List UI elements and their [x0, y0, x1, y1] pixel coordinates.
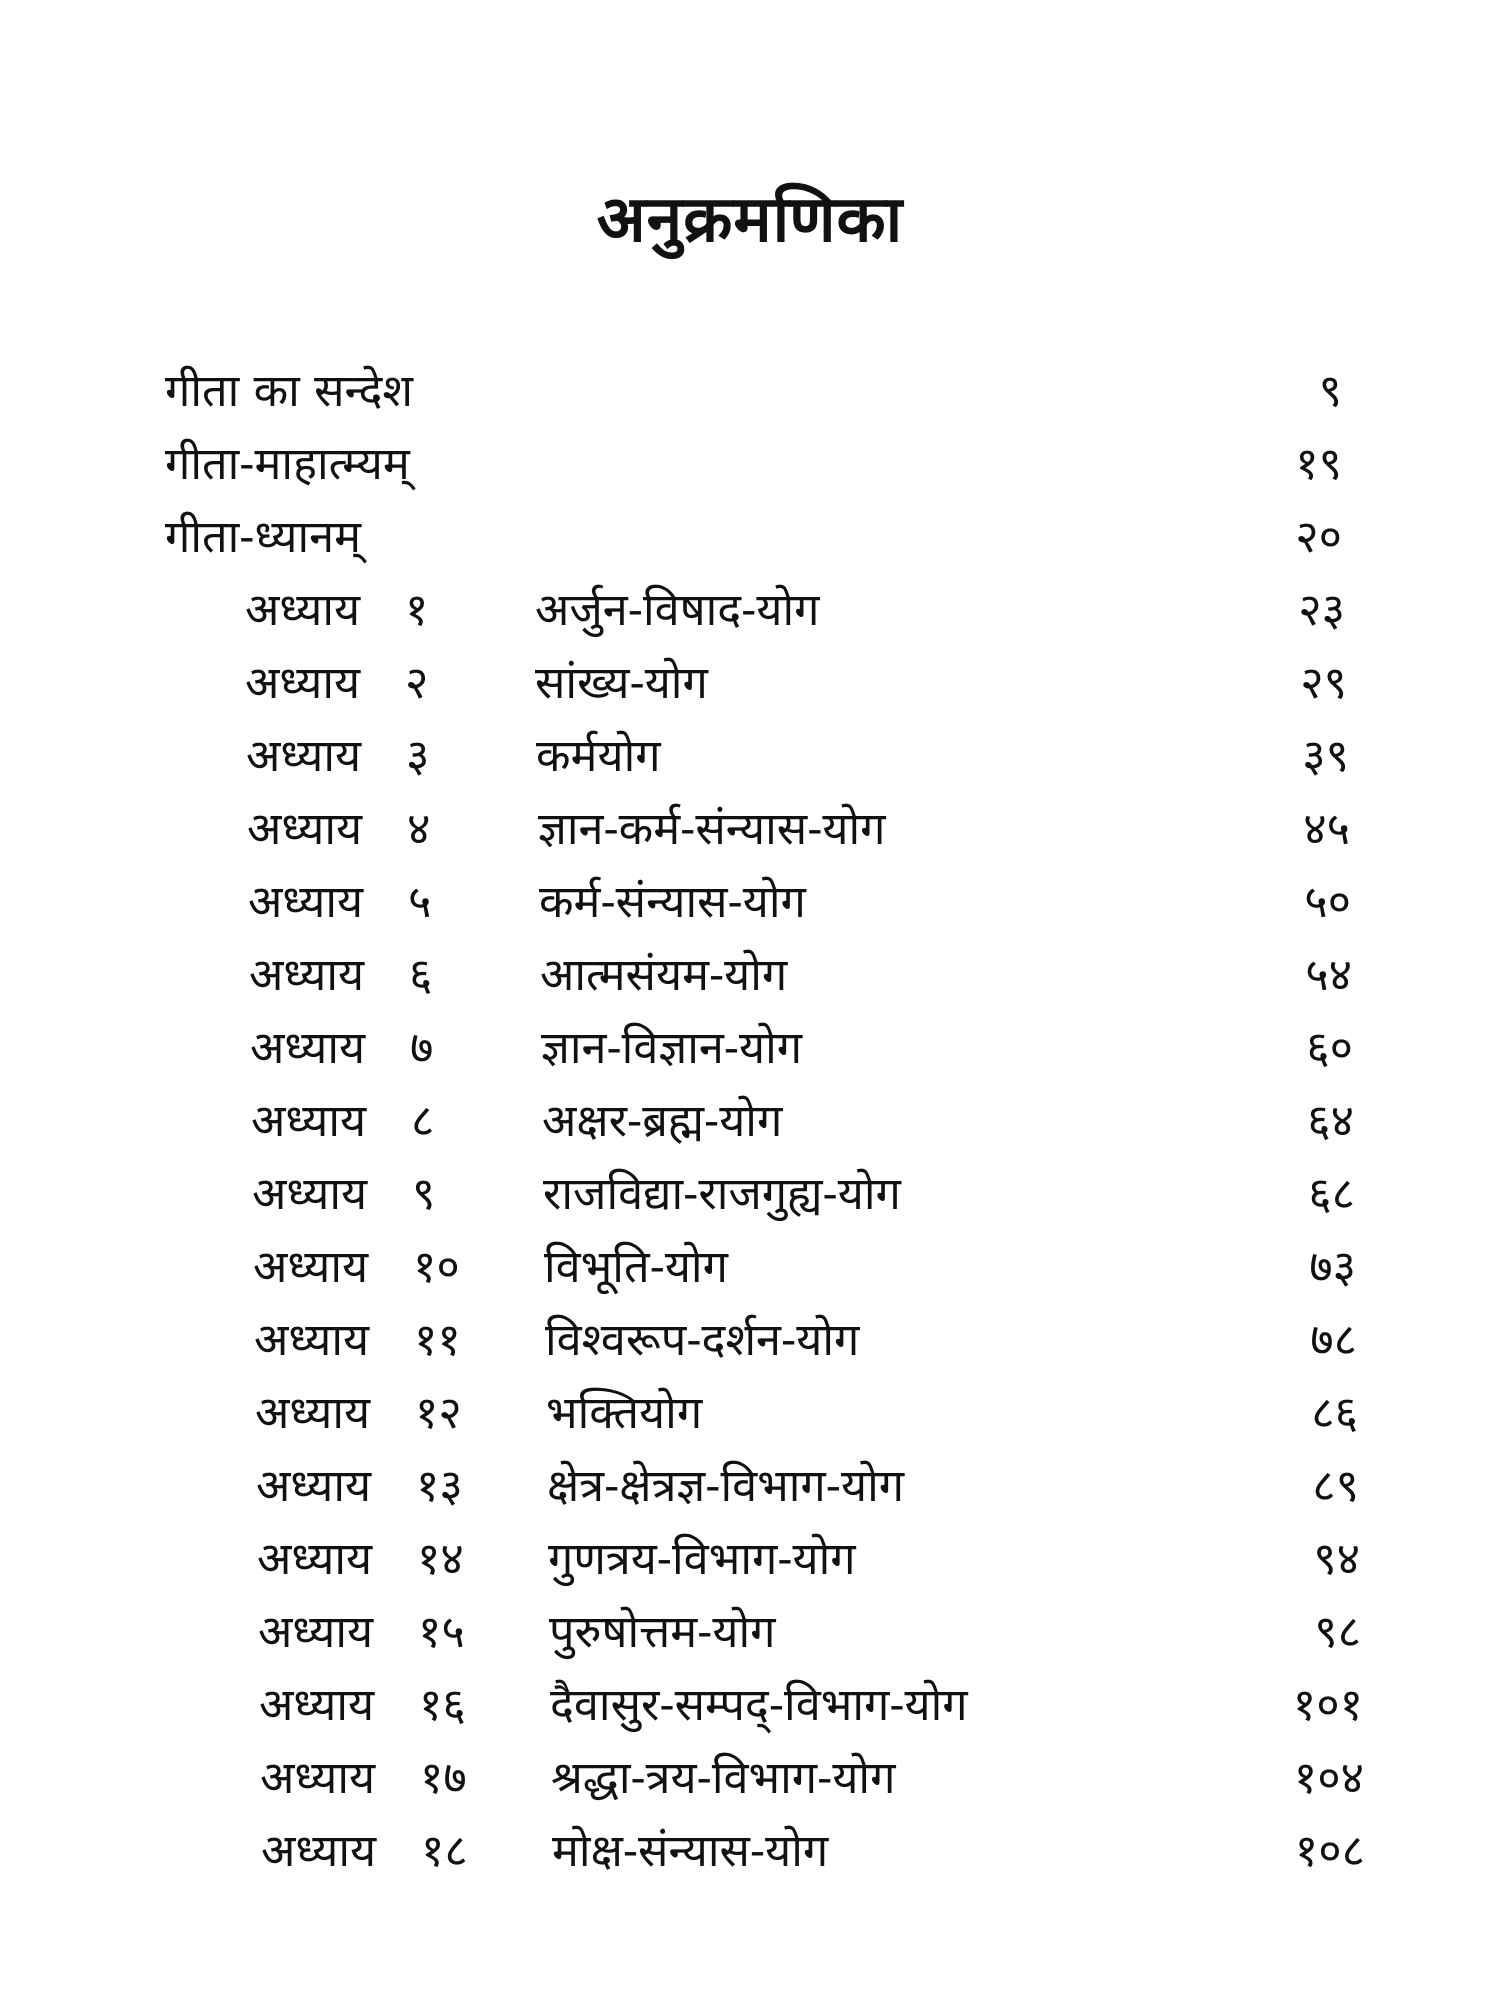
chapter-title: भक्तियोग: [546, 1386, 703, 1439]
chapter-number: ११: [414, 1313, 461, 1366]
chapter-number: १३: [416, 1459, 463, 1512]
chapter-number: १७: [420, 1751, 467, 1804]
chapter-title: ज्ञान-विज्ञान-योग: [541, 1021, 803, 1074]
toc-intro-row: [0, 428, 1500, 500]
toc-chapter-row: [0, 720, 1500, 792]
chapter-title: अक्षर-ब्रह्म-योग: [542, 1094, 783, 1147]
table-of-contents: [0, 355, 1500, 1915]
chapter-title: गुणत्रय-विभाग-योग: [548, 1532, 856, 1585]
chapter-number: १४: [417, 1532, 464, 1585]
chapter-label: अध्याय: [252, 1167, 368, 1220]
toc-chapter-row: [0, 793, 1500, 865]
chapter-label: अध्याय: [259, 1678, 375, 1731]
toc-chapter-row: [0, 1596, 1500, 1668]
toc-page-number: ६०: [1306, 1021, 1353, 1074]
chapter-number: ५: [408, 875, 432, 928]
chapter-title: कर्मयोग: [536, 729, 661, 782]
chapter-number: ८: [411, 1094, 435, 1147]
chapter-number: १०: [413, 1240, 460, 1293]
toc-page-number: ७३: [1309, 1240, 1356, 1293]
chapter-title: मोक्ष-संन्यास-योग: [552, 1824, 829, 1877]
chapter-label: अध्याय: [254, 1313, 370, 1366]
chapter-label: अध्याय: [245, 656, 361, 709]
chapter-title: क्षेत्र-क्षेत्रज्ञ-विभाग-योग: [547, 1459, 905, 1512]
chapter-number: २: [405, 656, 429, 709]
page-title: अनुक्रमणिका: [596, 183, 904, 257]
chapter-number: ४: [407, 802, 431, 855]
chapter-title: विश्वरूप-दर्शन-योग: [545, 1313, 860, 1366]
toc-intro-row: [0, 501, 1500, 573]
toc-page-number: ८६: [1311, 1386, 1358, 1439]
toc-chapter-row: [0, 1669, 1500, 1741]
chapter-title: विभूति-योग: [544, 1240, 728, 1293]
toc-page-number: ९: [1318, 364, 1342, 417]
chapter-title: कर्म-संन्यास-योग: [539, 875, 806, 928]
chapter-label: अध्याय: [257, 1532, 373, 1585]
chapter-title: आत्मसंयम-योग: [540, 948, 788, 1001]
toc-page-number: १०१: [1292, 1678, 1363, 1731]
toc-page-number: १९: [1295, 437, 1342, 490]
chapter-label: अध्याय: [260, 1751, 376, 1804]
chapter-label: अध्याय: [246, 729, 362, 782]
chapter-title: श्रद्धा-त्रय-विभाग-योग: [551, 1751, 896, 1804]
toc-page-number: ९४: [1313, 1532, 1360, 1585]
chapter-label: अध्याय: [247, 802, 363, 855]
toc-page-number: ५४: [1305, 948, 1352, 1001]
chapter-number: १५: [418, 1605, 465, 1658]
toc-intro-title: गीता-ध्यानम्: [165, 510, 362, 563]
toc-chapter-row: [0, 647, 1500, 719]
toc-chapter-row: [0, 1815, 1500, 1887]
chapter-label: अध्याय: [255, 1386, 371, 1439]
chapter-number: ९: [412, 1167, 436, 1220]
toc-chapter-row: [0, 939, 1500, 1011]
chapter-title: दैवासुर-सम्पद्-विभाग-योग: [550, 1678, 968, 1731]
toc-chapter-row: [0, 1231, 1500, 1303]
chapter-number: ६: [409, 948, 433, 1001]
chapter-label: अध्याय: [251, 1094, 367, 1147]
toc-page-number: २९: [1300, 656, 1347, 709]
toc-page-number: ७८: [1310, 1313, 1357, 1366]
chapter-number: १: [405, 583, 429, 636]
chapter-number: १८: [421, 1824, 468, 1877]
toc-page-number: ४५: [1303, 802, 1350, 855]
toc-page-number: ५०: [1304, 875, 1351, 928]
chapter-label: अध्याय: [245, 583, 361, 636]
toc-page-number: ३९: [1302, 729, 1349, 782]
chapter-title: पुरुषोत्तम-योग: [549, 1605, 776, 1658]
chapter-title: ज्ञान-कर्म-संन्यास-योग: [538, 802, 886, 855]
toc-chapter-row: [0, 1012, 1500, 1084]
toc-intro-title: गीता का सन्देश: [165, 364, 413, 417]
toc-chapter-row: [0, 1742, 1500, 1814]
toc-chapter-row: [0, 574, 1500, 646]
toc-chapter-row: [0, 1450, 1500, 1522]
toc-page-number: ६८: [1308, 1167, 1355, 1220]
chapter-label: अध्याय: [250, 1021, 366, 1074]
toc-page-number: ६४: [1307, 1094, 1354, 1147]
toc-page-number: ८९: [1312, 1459, 1359, 1512]
chapter-number: ३: [406, 729, 430, 782]
chapter-number: १२: [415, 1386, 462, 1439]
toc-chapter-row: [0, 1304, 1500, 1376]
toc-page-number: १०८: [1294, 1824, 1365, 1877]
toc-intro-row: [0, 355, 1500, 427]
chapter-title: अर्जुन-विषाद-योग: [535, 583, 820, 636]
toc-page-number: १०४: [1293, 1751, 1364, 1804]
chapter-label: अध्याय: [249, 948, 365, 1001]
toc-chapter-row: [0, 1085, 1500, 1157]
toc-page-number: २३: [1298, 583, 1345, 636]
chapter-number: ७: [410, 1021, 434, 1074]
chapter-label: अध्याय: [258, 1605, 374, 1658]
chapter-label: अध्याय: [253, 1240, 369, 1293]
toc-page-number: ९८: [1314, 1605, 1361, 1658]
toc-chapter-row: [0, 1377, 1500, 1449]
chapter-title: सांख्य-योग: [535, 656, 708, 709]
chapter-label: अध्याय: [256, 1459, 372, 1512]
toc-intro-title: गीता-माहात्म्यम्: [165, 437, 410, 490]
toc-chapter-row: [0, 1158, 1500, 1230]
toc-chapter-row: [0, 866, 1500, 938]
chapter-label: अध्याय: [248, 875, 364, 928]
chapter-title: राजविद्या-राजगुह्य-योग: [543, 1167, 901, 1220]
toc-page-number: २०: [1295, 510, 1342, 563]
toc-chapter-row: [0, 1523, 1500, 1595]
chapter-label: अध्याय: [261, 1824, 377, 1877]
chapter-number: १६: [419, 1678, 466, 1731]
